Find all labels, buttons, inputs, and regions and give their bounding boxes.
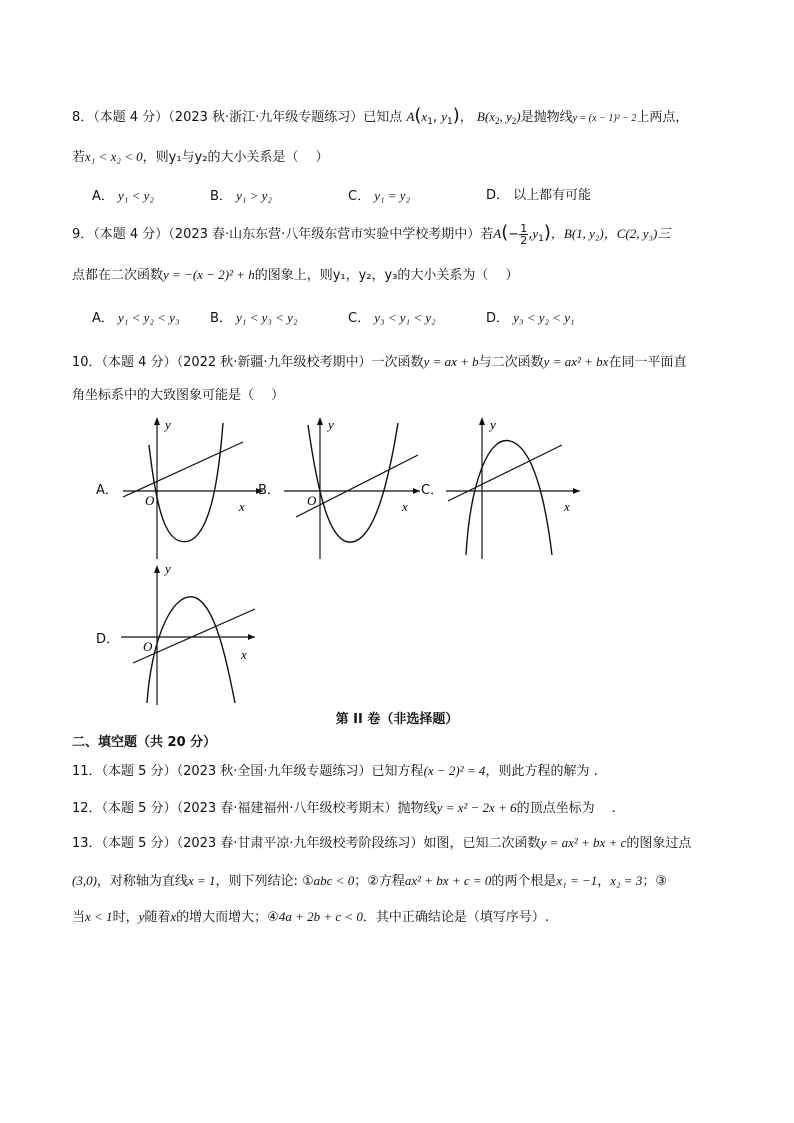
q8-option-c[interactable]: C． y₁ = y₂ bbox=[348, 188, 411, 204]
graph-b-label[interactable]: B． bbox=[258, 483, 280, 498]
q9-function: y = −(x − 2)² + h bbox=[163, 267, 255, 282]
q11-line: 11．（本题 5 分）（2023 秋·全国·九年级专题练习）已知方程(x − 2)² = 4，则此方程的解为 . bbox=[72, 763, 598, 779]
q13-line1: 13．（本题 5 分）（2023 春·甘肃平凉·九年级校考阶段练习）如图，已知二次函数y = ax² + bx + c的图象过点 bbox=[72, 835, 692, 851]
graph-d-label[interactable]: D． bbox=[96, 632, 120, 647]
graph-b-origin: O bbox=[307, 493, 317, 508]
q8-option-b[interactable]: B． y₁ > y₂ bbox=[210, 188, 272, 204]
q8-option-a[interactable]: A． y₁ < y₂ bbox=[92, 188, 154, 204]
graph-d-y-label: y bbox=[165, 561, 171, 576]
q8-point-b: B bbox=[476, 109, 485, 124]
graph-d-origin: O bbox=[143, 639, 153, 654]
graph-b-y-label: y bbox=[328, 417, 334, 432]
graph-c-y-label: y bbox=[490, 417, 496, 432]
graph-b[interactable] bbox=[280, 415, 430, 560]
q10-line2: 角坐标系中的大致图象可能是（ ） bbox=[72, 388, 285, 403]
q12-line: 12．（本题 5 分）（2023 春·福建福州·八年级校考期末）抛物线y = x² − 2x + 6的顶点坐标为 . bbox=[72, 800, 616, 816]
q8-condition: x₁ < x₂ < 0 bbox=[85, 149, 143, 164]
q9-option-a[interactable]: A． y₁ < y₂ < y₃ bbox=[92, 310, 180, 326]
q13-line2: (3,0)，对称轴为直线x = 1，则下列结论: ①abc < 0；②方程ax² + bx + c = 0的两个根是x₁ = −1，x₂ = 3；③ bbox=[72, 873, 667, 889]
q8-parabola: y = (x − 1)² − 2 bbox=[572, 113, 637, 124]
graph-a[interactable] bbox=[115, 415, 265, 560]
section-title: 第 II 卷（非选择题） bbox=[335, 712, 459, 727]
graph-c[interactable] bbox=[440, 415, 590, 560]
graph-c-x-label: x bbox=[564, 499, 570, 514]
q9-option-b[interactable]: B． y₁ < y₃ < y₂ bbox=[210, 310, 298, 326]
q9-line1: 9．（本题 4 分）（2023 春·山东东营·八年级东营市实验中学校考期中）若A(− $\frac{1}{2}$ $,y_1$)，B(1, y₂)，C(2, y₃)三 bbox=[72, 222, 671, 247]
q13-line3: 当x < 1时，y随着x的增大而增大；④4a + 2b + c < 0．其中正确结论是（填写序号）. bbox=[72, 909, 550, 925]
graph-a-label[interactable]: A． bbox=[96, 483, 118, 498]
q9-line2: 点都在二次函数y = −(x − 2)² + h的图象上，则y₁，y₂，y₃的大小关系为（ ） bbox=[72, 267, 519, 283]
graph-a-y-label: y bbox=[165, 417, 171, 432]
graph-a-x-label: x bbox=[239, 499, 245, 514]
graph-d-x-label: x bbox=[241, 647, 247, 662]
graph-c-label[interactable]: C． bbox=[421, 483, 444, 498]
q9-option-c[interactable]: C． y₃ < y₁ < y₂ bbox=[348, 310, 436, 326]
graph-a-origin: O bbox=[145, 493, 155, 508]
graph-d[interactable] bbox=[115, 563, 265, 708]
q8-option-d[interactable]: D． 以上都有可能 bbox=[486, 188, 592, 203]
q8-point-a: A bbox=[406, 109, 415, 124]
q8-line2: 若x₁ < x₂ < 0，则y₁与y₂的大小关系是（ ） bbox=[72, 149, 329, 165]
q9-option-d[interactable]: D． y₃ < y₂ < y₁ bbox=[486, 310, 575, 326]
graph-b-x-label: x bbox=[402, 499, 408, 514]
q10-line1: 10．（本题 4 分）（2022 秋·新疆·九年级校考期中）一次函数y = ax + b与二次函数y = ax² + bx在同一平面直 bbox=[72, 354, 687, 370]
section-heading: 二、填空题（共 20 分） bbox=[72, 735, 217, 750]
q8-line1: 8．（本题 4 分）（2023 秋·浙江·九年级专题练习）已知点 $A(x_1$, $y_1$)， $B(x_2$, $y_2$)是抛物线y = (x − 1)² − 2上两点， bbox=[72, 105, 689, 127]
